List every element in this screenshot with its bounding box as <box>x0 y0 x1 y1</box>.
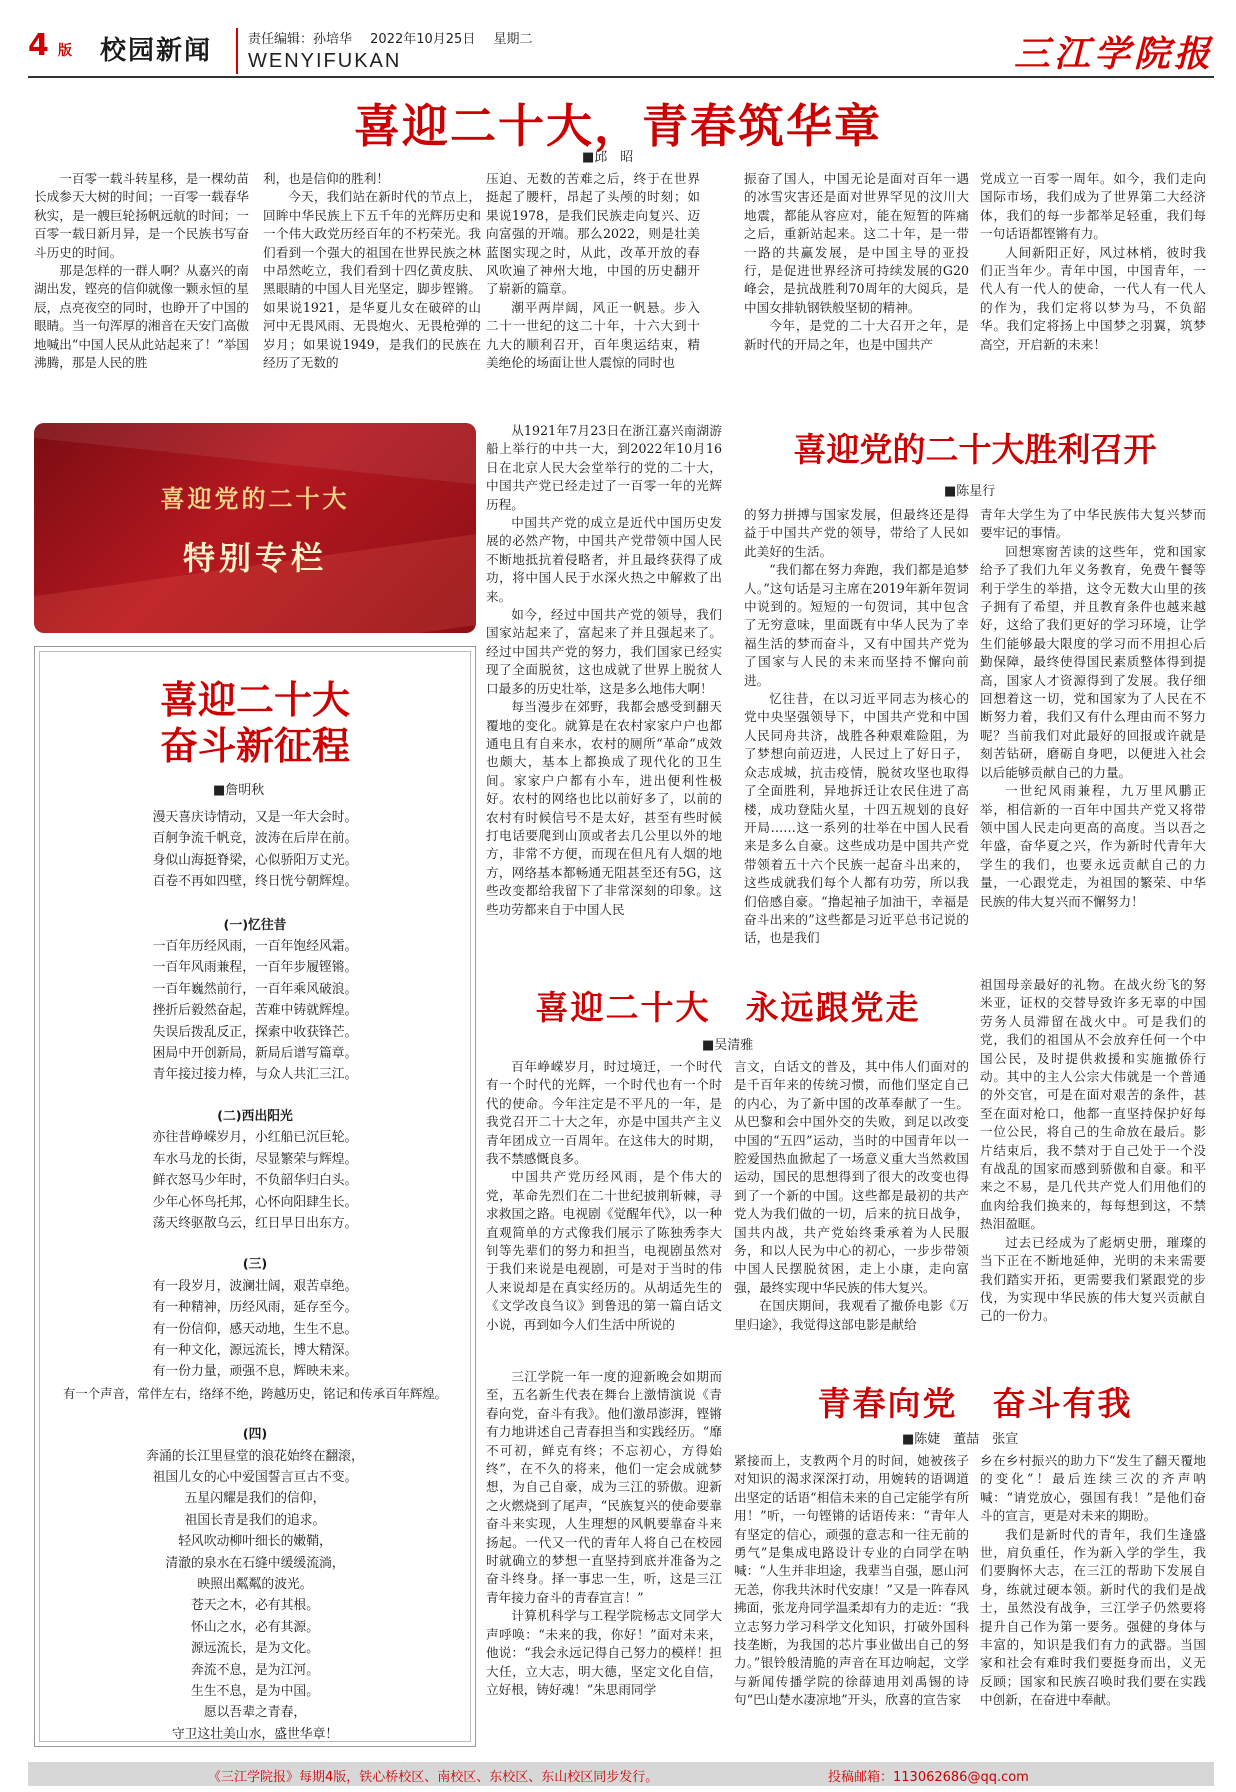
poem-line: 一百年风雨兼程，一百年步履铿锵。 <box>152 960 358 976</box>
paragraph: 三江学院一年一度的迎新晚会如期而至，五名新生代表在舞台上激情演说《青春向党，奋斗有我》。他们激昂澎湃，铿锵有力地讲述自己青春担当和实践经历。“靡不可初，鲜克有终；不忘初心，方得始终”，在不久的将来，他们一定会成就梦想，为自己自豪，成为三江的骄傲。迎新之火燃烧到了尾声，“民族复兴的使命要靠奋斗来实现，人生理想的风帆要靠奋斗来扬起。一代又一代的青年人将自己在校园时就确立的梦想一直坚持到底并准备为之奋斗终身。择一事忠一生，听，这是三江青年接力奋斗的青春宣言！” <box>486 1369 722 1605</box>
paragraph: 振奋了国人，中国无论是面对百年一遇的冰雪灾害还是面对世界罕见的汶川大地震，都能从容应对，能在短暂的阵痛之后，重新站起来。这二十年，是一带一路的共赢发展，是中国主导的亚投行，是促进世界经济可持续发展的G20峰会，是抗战胜利70周年的大阅兵，是中国女排轨钢铁般坚韧的精神。 <box>744 171 969 315</box>
poem-line: 愿以吾辈之青春， <box>203 1705 307 1721</box>
paragraph: 中国共产党的成立是近代中国历史发展的必然产物，中国共产党带领中国人民不断地抵抗着侵略者，并且最终获得了成功，将中国人民于水深火热之中解救了出来。 <box>486 515 722 604</box>
paragraph: 我们是新时代的青年，我们生逢盛世，肩负重任，作为新入学的学生，我们要胸怀大志，在三江的帮助下发展自身，练就过硬本领。新时代的我们是战士，虽然没有战争，三江学子仍然要将提升自己作为第一要务。强健的身体与丰富的，知识是我们有力的武器。当国家和社会有难时我们要挺身而出，义无反顾；国家和民族召唤时我们要在实践中创新，在奋进中奉献。 <box>980 1526 1206 1708</box>
paragraph: 言文，白话文的普及，其中伟人们面对的是千百年来的传统习惯，而他们坚定自己的内心，为了新中国的改革奉献了一生。从巴黎和会中国外交的失败，到足以改变中国的“五四”运动，当时的中国青年以一腔爱国热血掀起了一场意义重大当然救国运动，国民的思想得到了很大的改变也得到了一个新的中国。这些都是最初的共产党人为我们做的一切，后来的抗日战争，国共内战，共产党始终秉承着为人民服务，和以人民为中心的初心，一步步带领中国人民摆脱贫困，走上小康，走向富强，最终实现中华民族的伟大复兴。 <box>734 1059 969 1295</box>
lead-column-1 <box>34 170 249 372</box>
paragraph: 利，也是信仰的胜利！ <box>263 171 389 186</box>
lead-column-5 <box>980 170 1206 354</box>
paragraph: 过去已经成为了彪炳史册，璀璨的当下正在不断地延伸，光明的未来需要我们踏实开拓，更需要我们紧跟党的步伐，为实现中华民族的伟大复兴贡献自己的一份力。 <box>980 1234 1206 1324</box>
poem-line: 奔流不息，是为江河。 <box>191 1662 319 1678</box>
paragraph: 今天，我们站在新时代的节点上，回眸中华民族上下五千年的光辉历史和一个伟大政党历经百年的不朽荣光。我们看到一个强大的祖国在世界民族之林中昂然屹立，我们看到十四亿黄皮肤、黑眼睛的中国人目光坚定，脚步铿锵。如果说1921，是华夏儿女在破碎的山河中无畏风雨、无畏炮火、无畏枪弹的岁月；如果说1949，是我们的民族在经历了无数的 <box>263 189 481 371</box>
poem-line: 清澈的泉水在石缝中缓缓流淌， <box>165 1555 345 1571</box>
special-column-banner <box>34 423 476 633</box>
paragraph: 在国庆期间，我观看了撤侨电影《万里归途》，我觉得这部电影是献给 <box>734 1298 969 1332</box>
lead-byline: ■邱 昭 <box>582 150 634 165</box>
footer-distribution-note: 《三江学院报》每期4版，铁心桥校区、南校区、东校区、东山校区同步发行。 <box>208 1770 659 1785</box>
poem-line: 苍天之木，必有其根。 <box>191 1598 319 1614</box>
poem-line: 身似山海挺脊梁，心似骄阳万丈光。 <box>152 852 358 868</box>
paragraph: 如今，经过中国共产党的领导，我们国家站起来了，富起来了并且强起来了。经过中国共产党的努力，我们国家已经实现了全面脱贫，这也成就了世界上脱贫人口最多的历史壮举，这是多么地伟大啊！ <box>486 607 722 696</box>
paragraph: 潮平两岸阔，风正一帆悬。步入二十一世纪的这二十年，十六大到十九大的顺利召开，百年奥运结束，精美绝伦的场面让世人震惊的同时也 <box>486 299 700 371</box>
poem-line: 有一份力量，顽强不息，辉映未来。 <box>152 1364 358 1380</box>
poem-line: 车水马龙的长街，尽显繁荣与辉煌。 <box>152 1151 358 1167</box>
article3-byline: ■吴清雅 <box>702 1038 754 1053</box>
paragraph: 百年峥嵘岁月，时过境迁，一个时代有一个时代的光辉，一个时代也有一个时代的使命。今年注定是不平凡的一年，是我党召开二十大之年，亦是中国共产主义青年团成立一百周年。在这伟大的时期，我不禁感慨良多。 <box>486 1059 722 1167</box>
article2-byline: ■陈星行 <box>944 484 996 499</box>
paragraph: 从1921年7月23日在浙江嘉兴南湖游船上举行的中共一大，到2022年10月16日在北京人民大会堂举行的党的二十大，中国共产党已经走过了一百零一年的光辉历程。 <box>486 423 722 512</box>
page-unit: 版 <box>58 43 72 59</box>
section-pinyin: WENYIFUKAN <box>248 50 402 72</box>
poem-line: 漫天喜庆诗情动，又是一年大会时。 <box>152 810 358 825</box>
poem-line: 源远流长，是为文化。 <box>191 1641 319 1657</box>
lead-column-3 <box>486 170 700 372</box>
paragraph: 紧接而上，支教两个月的时间，她被孩子对知识的渴求深深打动，用婉转的语调道出坚定的话语“相信未来的自己定能学有所用！”听，一句铿锵的话语传来：“青年人有坚定的信心，顽强的意志和一往无前的勇气”是集成电路设计专业的白同学在呐喊：“人生并非坦途，我辈当自强，愿山河无恙，你我共沐时代安康！”又是一阵春风拂面，张龙舟同学温柔却有力的走近：“我立志努力学习科学文化知识，打破外国科技垄断，为我国的芯片事业做出自己的努力。”银铃般清脆的声音在耳边响起，文学与新闻传播学院的徐薛迪用刘禹锡的诗句“巴山楚水凄凉地”开头，欣喜的宣告家 <box>734 1453 969 1708</box>
issue-date: 2022年10月25日 <box>370 32 476 47</box>
paragraph: 那是怎样的一群人啊？从嘉兴的南湖出发，铿亮的信仰就像一颗永恒的星辰，点亮夜空的同时，也睁开了中国的眼睛。当一句浑厚的湘音在天安门高傲地喊出“中国人民从此站起来了！”举国沸腾，那是人民的胜 <box>34 263 249 371</box>
lead-column-2 <box>263 170 481 372</box>
poem-line: 有一段岁月，波澜壮阔，艰苦卓绝。 <box>152 1278 358 1294</box>
masthead-divider <box>236 28 238 74</box>
poem-line: 怀山之水，必有其源。 <box>191 1619 319 1635</box>
poem-title-line-2: 奋斗新征程 <box>159 724 350 768</box>
poem-line: 荡天终驱散乌云，红日早日出东方。 <box>152 1215 358 1231</box>
article3-column-a <box>486 1058 722 1334</box>
paragraph: 乡在乡村振兴的助力下“发生了翻天覆地的变化”！最后连续三次的齐声呐喊：“请党放心，强国有我！”是他们奋斗的宣言，更是对未来的期盼。 <box>980 1453 1206 1524</box>
poem-section-title: (四) <box>242 1427 268 1443</box>
paragraph: 一百零一载斗转星移，是一棵幼苗长成参天大树的时间；一百零一载春华秋实，是一艘巨轮扬帆远航的时间；一百零一载日新月异，是一个民族书写奋斗历史的时间。 <box>34 171 249 260</box>
editor-credit: 责任编辑：孙培华 <box>248 32 353 47</box>
paragraph: 一世纪风雨兼程，九万里风鹏正举，相信新的一百年中国共产党又将带领中国人民走向更高的高度。当以吾之年盛，奋华夏之兴，作为新时代青年大学生的我们，也要永远贡献自己的力量，一心跟党走，为祖国的繁荣、中华民族的伟大复兴而不懈努力！ <box>980 783 1206 909</box>
article4-headline: 青春向党 奋斗有我 <box>817 1384 1133 1423</box>
poem-byline: ■詹明秋 <box>213 783 265 798</box>
page-footer <box>28 1762 1214 1786</box>
paragraph: 忆往昔，在以习近平同志为核心的党中央坚强领导下，中国共产党和中国人民同舟共济，战胜各种艰难险阻，为了梦想向前迈进，人民过上了好日子，众志成城，抗击疫情，脱贫攻坚也取得了全面胜利，异地拆迁让农民住进了高楼，成功登陆火星，十四五规划的良好开局……这一系列的壮举在中国人民看来是多么自豪。这些成功是中国共产党带领着五十六个民族一起奋斗出来的，这些成就我们每个人都有功劳，所以我们倍感自豪。“撸起袖子加油干，幸福是奋斗出来的”这些都是习近平总书记说的话，也是我们 <box>744 691 969 946</box>
article2-column-b <box>744 506 969 948</box>
article2-column-c <box>980 506 1206 911</box>
article4-byline: ■陈婕 董喆 张宣 <box>902 1432 1019 1447</box>
poem-line: 有一个声音，常伴左右，络绎不绝，跨越历史，铭记和传承百年辉煌。 <box>62 1385 448 1401</box>
paragraph: 每当漫步在郊野，我都会感受到翻天覆地的变化。就算是在农村家家户户也都通电且有自来水，农村的厕所“革命”成效也颇大，基本上都换成了现代化的卫生间。家家户户都有小车，进出便利性极好。农村的网络也比以前好多了，以前的农村有时候信号不是太好，甚至有些时候打电话要爬到山顶或者去几公里以外的地方，非常不方便，而现在但凡有人烟的地方，网络基本都畅通无阻甚至还有5G，这些改变都给我留下了非常深刻的印象。这些功劳都来自于中国人民 <box>486 699 722 917</box>
poem-line: 失误后拨乱反正，探索中收获锋芒。 <box>152 1024 358 1040</box>
poem-line: 有一种文化，源远流长，博大精深。 <box>152 1342 358 1358</box>
article2-column-a <box>486 422 722 919</box>
poem-title-line-1: 喜迎二十大 <box>159 678 350 722</box>
lead-column-4 <box>744 170 969 354</box>
paragraph: 人间新阳正好，风过林梢，彼时我们正当年少。青年中国，中国青年，一代人有一代人的使命，一代人有一代人的作为，我们定将以梦为马，不负韶华。我们定将扬上中国梦之羽翼，筑梦高空，开启新的未来！ <box>980 244 1206 352</box>
paragraph: 青年大学生为了中华民族伟大复兴梦而要牢记的事情。 <box>980 507 1206 541</box>
masthead-meta <box>248 28 546 47</box>
article4-column-a <box>486 1368 722 1699</box>
article2-headline: 喜迎党的二十大胜利召开 <box>793 430 1157 469</box>
poem-section-title: (一)忆往昔 <box>223 917 287 933</box>
poem-line: 少年心怀鸟托邦，心怀向阳肆生长。 <box>152 1194 358 1210</box>
paragraph: 回想寒窗苦读的这些年，党和国家给予了我们九年义务教育，免费午餐等利于学生的举措，这令无数大山里的孩子拥有了希望，并且教育条件也越来越好，这给了我们更好的学习环境，让学生们能够最大限度的学习而不用担心后勤保障，最终使得国民素质整体得到提高，国家人才资源得到了发展。我仔细回想着这一切，党和国家为了人民在不断努力着，我们又有什么理由而不努力呢？当前我们对此最好的回报或许就是刻苦钻研，磨砺自身吧，以便进入社会以后能够贡献自己的力量。 <box>980 543 1206 780</box>
poem-line: 祖国儿女的心中爱国誓言亘古不变。 <box>152 1469 358 1485</box>
poem-line: 奔涌的长江里昼堂的浪花始终在翻滚， <box>146 1448 364 1464</box>
poem-line: 有一份信仰，感天动地，生生不息。 <box>152 1321 358 1337</box>
banner-line-1: 喜迎党的二十大 <box>160 484 350 513</box>
paragraph: 计算机科学与工程学院杨志文同学大声呼唤：“未来的我，你好！”面对未来，他说：“我会永远记得自己努力的模样！担大任，立大志，明大德，坚定文化自信，立好根，铸好魂！”朱思雨同学 <box>486 1608 722 1697</box>
poem-line: 青年接过接力棒，与众人共汇三江。 <box>152 1067 358 1083</box>
paragraph: 党成立一百零一周年。如今，我们走向国际市场，我们成为了世界第二大经济体，我们的每一步都举足轻重，我们每一句话语都铿锵有力。 <box>980 171 1206 242</box>
paragraph: 中国共产党历经风雨，是个伟大的党，革命先烈们在二十世纪披荆斩棘，寻求救国之路。电视剧《觉醒年代》，以一种直观简单的方式像我们展示了陈独秀李大钊等先辈们的努力和担当，电视剧虽然对于我们来说是电视剧，可是对于当时的伟人来说却是在真实经历的。从胡适先生的《文学改良刍议》到鲁迅的第一篇白话文小说，再到如今人们生活中所说的 <box>486 1169 722 1332</box>
article3-column-b <box>734 1058 969 1334</box>
section-title: 校园新闻 <box>100 36 213 66</box>
poem-line: 守卫这壮美山水，盛世华章！ <box>171 1726 339 1742</box>
poem-section-title: (二)西出阳光 <box>217 1108 293 1124</box>
poem-line: 一百年历经风雨，一百年饱经风霜。 <box>152 939 358 955</box>
article3-column-c <box>980 976 1206 1326</box>
paragraph: 祖国母亲最好的礼物。在战火纷飞的努米亚，证权的交替导致许多无辜的中国劳务人员滞留在战火中。可是我们的党，我们的祖国从不会放弃任何一个中国公民，及时提供救援和实施撤侨行动。其中的主人公宗大伟就是一个普通的外交官，可是在面对艰苦的条件，甚至在面对枪口，他都一直坚持保护好每一位公民，将自己的生命放在最后。影片结束后，我不禁对于自己处于一个没有战乱的国家而感到骄傲和自豪。和平来之不易，是几代共产党人们用他们的血肉给我们换来的，每每想到这，不禁热泪盈眶。 <box>980 977 1206 1232</box>
issue-weekday: 星期二 <box>493 32 533 47</box>
poem-section-title: (三) <box>242 1257 268 1273</box>
masthead-rule <box>28 76 1214 78</box>
poem-line: 有一种精神，历经风雨，延存至今。 <box>152 1300 358 1316</box>
poem-line: 映照出粼粼的波光。 <box>197 1577 313 1592</box>
poem-line: 鲜衣怒马少年时，不负韶华归白头。 <box>152 1173 358 1189</box>
page-number: 4 <box>28 28 49 63</box>
poem-box <box>34 646 476 1747</box>
poem-line: 祖国长青是我们的追求。 <box>184 1512 326 1528</box>
lead-headline: 喜迎二十大，青春筑华章 <box>354 99 882 153</box>
paragraph: 的努力拼搏与国家发展，但最终还是得益于中国共产党的领导，带给了人民如此美好的生活。 <box>744 507 969 559</box>
poem-line: 一百年巍然前行，一百年乘风破浪。 <box>152 981 358 997</box>
paragraph: 压迫、无数的苦难之后，终于在世界挺起了腰杆，昂起了头颅的时刻；如果说1978，是我们民族走向复兴、迈向富强的开端。那么2022，则是壮美蓝图实现之时，从此，改革开放的春风吹遍了神州大地，中国的历史翻开了崭新的篇章。 <box>486 171 700 297</box>
poem-body <box>35 807 475 1745</box>
poem-line: 百舸争流千帆竞，波涛在后岸在前。 <box>152 831 358 847</box>
article4-column-c <box>980 1452 1206 1710</box>
poem-line: 挫折后毅然奋起，苦难中铸就辉煌。 <box>152 1003 358 1019</box>
poem-line: 生生不息，是为中国。 <box>191 1684 319 1700</box>
poem-line: 轻风吹动柳叶细长的嫩鞘， <box>178 1534 332 1550</box>
poem-line: 困局中开创新局，新局后谱写篇章。 <box>152 1046 358 1062</box>
poem-line: 亦往昔峥嵘岁月，小红船已沉巨轮。 <box>152 1130 358 1146</box>
article4-column-b <box>734 1452 969 1710</box>
paragraph: “我们都在努力奔跑，我们都是追梦人。”这句话是习主席在2019年新年贺词中说到的。短短的一句贺词，其中包含了无穷意味，里面既有中华人民为了幸福生活的梦而奋斗，又有中国共产党为了国家与人民的未来而坚持不懈向前进。 <box>744 562 969 688</box>
masthead <box>28 24 1214 78</box>
footer-submission-email: 投稿邮箱：113062686@qq.com <box>828 1770 1029 1785</box>
poem-line: 五星闪耀是我们的信仰， <box>184 1491 326 1507</box>
paragraph: 今年，是党的二十大召开之年，是新时代的开局之年，也是中国共产 <box>744 318 969 352</box>
newspaper-logo: 三江学院报 <box>1013 33 1214 75</box>
poem-line: 百卷不再如四壁，终日恍兮朝辉煌。 <box>152 874 358 890</box>
banner-line-2: 特别专栏 <box>182 539 327 577</box>
article3-headline: 喜迎二十大 永远跟党走 <box>535 988 921 1027</box>
